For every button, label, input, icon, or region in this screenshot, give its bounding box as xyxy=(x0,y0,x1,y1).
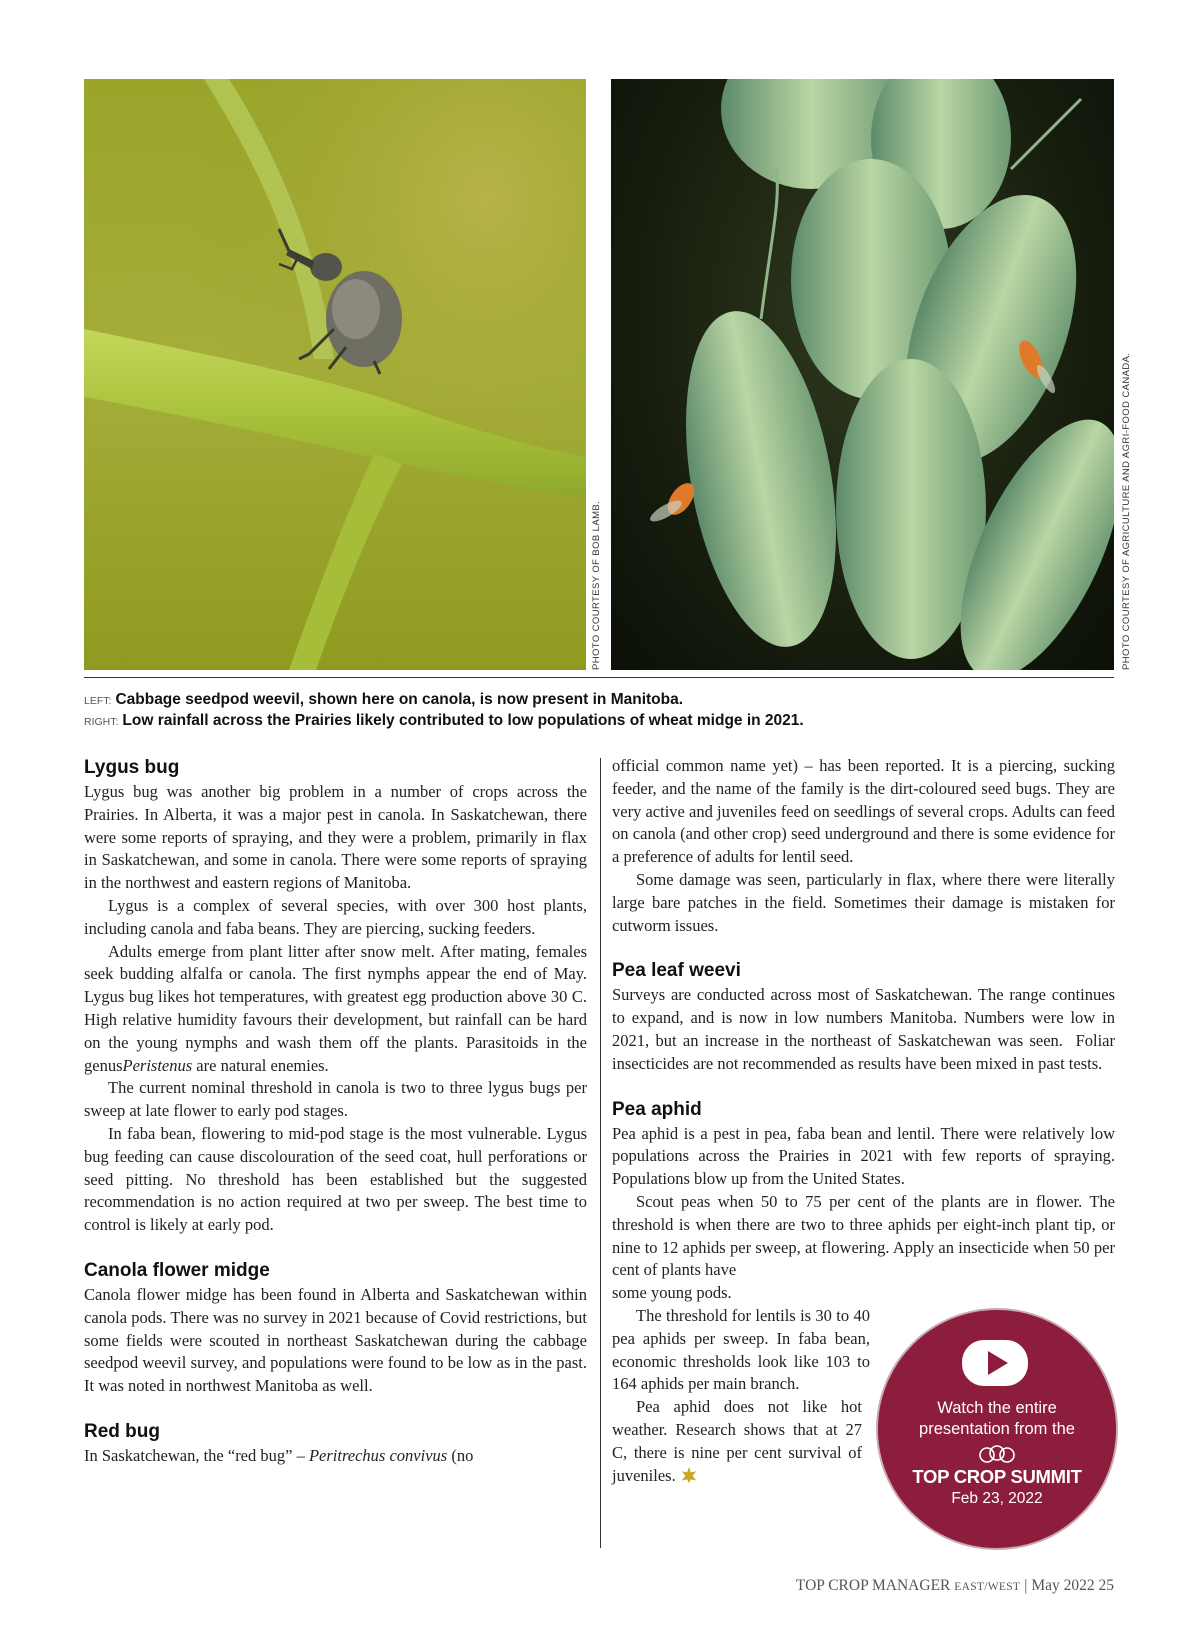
paragraph: The current nominal threshold in canola is two to three lygus bugs per sweep at late flower to early pod stages. xyxy=(84,1078,587,1121)
paragraph: Pea aphid is a pest in pea, faba bean and lentil. There were relatively low populations across the Prairies in 2021 with few reports of spraying. Populations blow up from the United States. xyxy=(612,1123,1115,1189)
paragraph: The threshold for lentils is 30 to 40 pea aphids per sweep. In faba bean, economic thresholds look like 103 to 164 aphids per main branch. xyxy=(612,1305,870,1394)
edition: EAST/WEST xyxy=(954,1581,1021,1593)
caption-text: Cabbage seedpod weevil, shown here on canola, is now present in Manitoba. xyxy=(115,691,684,708)
paragraph: In faba bean, flowering to mid-pod stage is the most vulnerable. Lygus bug feeding can cause discolouration of the seed coat, hull perforations or seed pitting. No threshold has been established but the suggested recommendation is no action required at two per sweep. The best time to control is likely at early pod. xyxy=(84,1123,587,1235)
photo-rule xyxy=(84,677,1114,678)
page-number: 25 xyxy=(1098,1577,1114,1594)
watch-presentation-promo[interactable] xyxy=(878,1310,1116,1548)
heading-pea-leaf-weevil: Pea leaf weevi xyxy=(612,960,741,982)
paragraph: some young pods. xyxy=(612,1283,732,1303)
heading-lygus-bug: Lygus bug xyxy=(84,757,180,778)
photo-credit-right: PHOTO COURTESY OF AGRICULTURE AND AGRI-FOOD CANADA. xyxy=(1121,352,1132,670)
wheat-midge-photo xyxy=(611,79,1114,670)
footer-separator: | xyxy=(1024,1577,1028,1594)
weevil-photo xyxy=(84,79,586,670)
paragraph: Lygus bug was another big problem in a number of crops across the Prairies. In Alberta, it was a major pest in canola. In Saskatchewan, there were some reports of spraying, and they were a problem, primarily in flax in Saskatchewan, and some in canola. There were some reports of spraying in the northwest and eastern regions of Manitoba. xyxy=(84,782,587,893)
top-crop-summit-logo-icon xyxy=(979,1444,1015,1464)
caption-tag: LEFT: xyxy=(84,695,112,707)
promo-line-1: Watch the entire xyxy=(937,1399,1057,1417)
paragraph-text: In Saskatchewan, the “red bug” – xyxy=(84,1445,309,1465)
issue-date: May 2022 xyxy=(1031,1577,1095,1594)
paragraph-text: are natural enemies. xyxy=(192,1055,329,1075)
magazine-name: TOP CROP MANAGER xyxy=(795,1577,951,1594)
paragraph: Surveys are conducted across most of Saskatchewan. The range continues to expand, and is now in low numbers Manitoba. Numbers were low in 2021, but an increase in the northeast of Saskatchewan was seen. Foliar insecticides are not recommended as results have been mixed in past tests. xyxy=(612,985,1115,1073)
left-column xyxy=(84,755,587,1468)
caption-left xyxy=(84,691,683,709)
paragraph: Lygus is a complex of several species, with over 300 host plants, including canola and faba beans. They are piercing, sucking feeders. xyxy=(84,895,587,938)
heading-canola-flower-midge: Canola flower midge xyxy=(84,1259,270,1281)
heading-red-bug: Red bug xyxy=(84,1420,160,1442)
paragraph: official common name yet) – has been reported. It is a piercing, sucking feeder, and the name of the family is the dirt-coloured seed bugs. They are very active and juveniles feed on seedlings of several crops. Adults can feed on canola (and other crop) seed underground and there is some evidence for a preference of adults for lentil seed. xyxy=(612,756,1115,867)
play-icon[interactable] xyxy=(962,1340,1028,1386)
caption-right xyxy=(84,712,804,730)
italic-genus: Peristenus xyxy=(122,1055,193,1075)
paragraph: Canola flower midge has been found in Alberta and Saskatchewan within canola pods. There was no survey in 2021 because of Covid restrictions, but some fields were scouted in northeast Saskatchewan during the cabbage seedpod weevil survey, and populations were found to be low as in the past. It was noted in northwest Manitoba as well. xyxy=(84,1284,587,1396)
heading-pea-aphid: Pea aphid xyxy=(612,1098,702,1120)
caption-tag: RIGHT: xyxy=(84,716,119,728)
paragraph xyxy=(612,1396,862,1487)
column-divider xyxy=(600,758,601,1548)
paragraph-text: Adults emerge from plant litter after snow melt. After mating, females seek budding alfalfa or canola. The first nymphs appear the end of May. Lygus bug likes hot temperatures, with greatest egg production above 30 C. High relative humidity favours their development, but rainfall can be hard on the young nymphs and wash them off the plants. Parasitoids in the genus xyxy=(84,941,587,1075)
promo-line-2: presentation from the xyxy=(919,1420,1075,1438)
paragraph xyxy=(84,941,587,1078)
paragraph xyxy=(84,1445,587,1468)
leaf-end-mark-icon xyxy=(680,1466,698,1484)
wheat-midge-photo-illustration xyxy=(611,79,1114,670)
summit-date: Feb 23, 2022 xyxy=(951,1490,1043,1507)
photo-credit-left: PHOTO COURTESY OF BOB LAMB. xyxy=(591,500,602,670)
summit-brand: TOP CROP SUMMIT xyxy=(912,1466,1082,1487)
weevil-photo-illustration xyxy=(84,79,586,670)
paragraph-text: (no xyxy=(447,1445,474,1465)
paragraph: Scout peas when 50 to 75 per cent of the plants are in flower. The threshold is when there are two to three aphids per eight-inch plant tip, or nine to 12 aphids per sweep, at flowering. Apply an insecticide when 50 per cent of plants have xyxy=(612,1191,1115,1280)
page-footer xyxy=(796,1577,1114,1595)
caption-text: Low rainfall across the Prairies likely contributed to low populations of wheat midge in 2021. xyxy=(122,712,804,729)
paragraph: Some damage was seen, particularly in flax, where there were literally large bare patches in the field. Sometimes their damage is mistaken for cutworm issues. xyxy=(612,869,1115,935)
italic-species: Peritrechus convivus xyxy=(308,1445,448,1465)
paragraph-text: Pea aphid does not like hot weather. Research shows that at 27 C, there is nine per cent survival of juveniles. xyxy=(612,1397,862,1485)
